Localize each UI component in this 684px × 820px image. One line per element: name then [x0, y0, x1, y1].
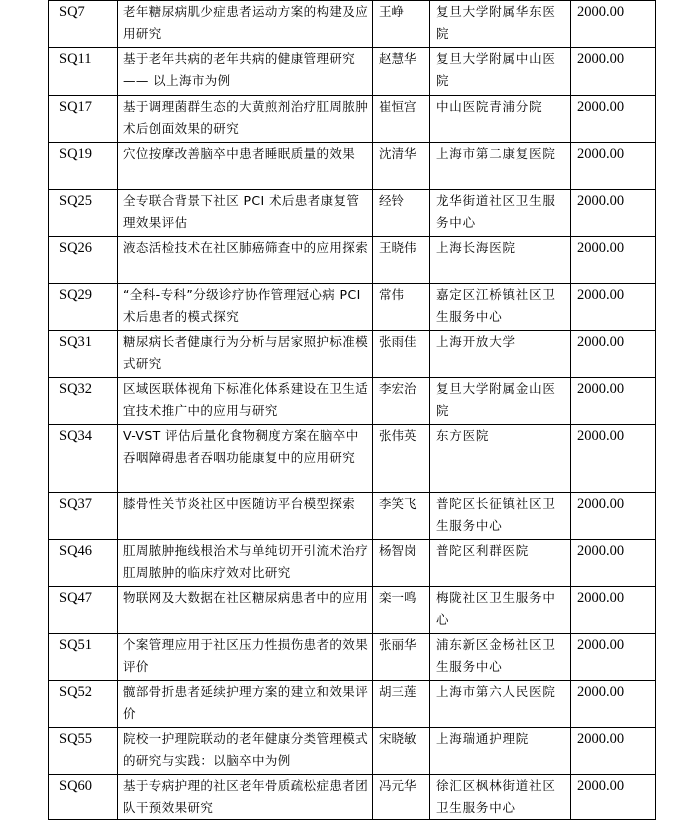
funding-amount-cell: 2000.00: [571, 378, 656, 425]
grant-table-body: [49, 1, 656, 820]
funding-amount-cell: 2000.00: [571, 425, 656, 493]
principal-name-cell: 赵慧华: [373, 48, 430, 96]
funding-amount-cell: 2000.00: [571, 681, 656, 728]
project-title-cell: 全专联合背景下社区 PCI 术后患者康复管理效果评估: [118, 190, 373, 237]
project-title-cell: 髋部骨折患者延续护理方案的建立和效果评价: [118, 681, 373, 728]
institution-cell: 中山医院青浦分院: [430, 96, 571, 143]
institution-cell: 嘉定区江桥镇社区卫生服务中心: [430, 284, 571, 331]
principal-name-cell: 王晓伟: [373, 237, 430, 284]
project-title-cell: 肛周脓肿拖线根治术与单纯切开引流术治疗肛周脓肿的临床疗效对比研究: [118, 540, 373, 587]
funding-amount-cell: 2000.00: [571, 284, 656, 331]
table-row: [49, 143, 656, 190]
project-id-cell: SQ11: [49, 48, 118, 96]
principal-name-cell: 张雨佳: [373, 331, 430, 378]
project-id-cell: SQ52: [49, 681, 118, 728]
table-row: [49, 284, 656, 331]
institution-cell: 普陀区长征镇社区卫生服务中心: [430, 493, 571, 540]
table-row: [49, 96, 656, 143]
funding-amount-cell: 2000.00: [571, 331, 656, 378]
funding-amount-cell: 2000.00: [571, 775, 656, 820]
institution-cell: 普陀区利群医院: [430, 540, 571, 587]
principal-name-cell: 常伟: [373, 284, 430, 331]
institution-cell: 龙华街道社区卫生服务中心: [430, 190, 571, 237]
principal-name-cell: 张丽华: [373, 634, 430, 681]
project-id-cell: SQ19: [49, 143, 118, 190]
table-row: [49, 1, 656, 48]
project-id-cell: SQ29: [49, 284, 118, 331]
funding-amount-cell: 2000.00: [571, 540, 656, 587]
funding-amount-cell: 2000.00: [571, 48, 656, 96]
institution-cell: 复旦大学附属中山医院: [430, 48, 571, 96]
funding-amount-cell: 2000.00: [571, 96, 656, 143]
project-id-cell: SQ60: [49, 775, 118, 820]
project-id-cell: SQ25: [49, 190, 118, 237]
project-title-cell: 老年糖尿病肌少症患者运动方案的构建及应用研究: [118, 1, 373, 48]
principal-name-cell: 冯元华: [373, 775, 430, 820]
institution-cell: 上海市第六人民医院: [430, 681, 571, 728]
table-row: [49, 378, 656, 425]
project-title-cell: 个案管理应用于社区压力性损伤患者的效果评价: [118, 634, 373, 681]
table-row: [49, 775, 656, 820]
institution-cell: 上海开放大学: [430, 331, 571, 378]
institution-cell: 上海长海医院: [430, 237, 571, 284]
institution-cell: 上海市第二康复医院: [430, 143, 571, 190]
project-title-cell: 基于老年共病的老年共病的健康管理研究 —— 以上海市为例: [118, 48, 373, 96]
project-title-cell: “全科-专科”分级诊疗协作管理冠心病 PCI 术后患者的模式探究: [118, 284, 373, 331]
institution-cell: 复旦大学附属华东医院: [430, 1, 571, 48]
table-row: [49, 425, 656, 493]
principal-name-cell: 杨智岗: [373, 540, 430, 587]
table-row: [49, 634, 656, 681]
institution-cell: 浦东新区金杨社区卫生服务中心: [430, 634, 571, 681]
principal-name-cell: 宋晓敏: [373, 728, 430, 775]
project-id-cell: SQ34: [49, 425, 118, 493]
table-row: [49, 190, 656, 237]
principal-name-cell: 栾一鸣: [373, 587, 430, 634]
table-row: [49, 540, 656, 587]
funding-amount-cell: 2000.00: [571, 1, 656, 48]
project-title-cell: 基于专病护理的社区老年骨质疏松症患者团队干预效果研究: [118, 775, 373, 820]
project-title-cell: 穴位按摩改善脑卒中患者睡眠质量的效果: [118, 143, 373, 190]
principal-name-cell: 经铃: [373, 190, 430, 237]
principal-name-cell: 李笑飞: [373, 493, 430, 540]
funding-amount-cell: 2000.00: [571, 587, 656, 634]
institution-cell: 徐汇区枫林街道社区卫生服务中心: [430, 775, 571, 820]
principal-name-cell: 张伟英: [373, 425, 430, 493]
funding-amount-cell: 2000.00: [571, 143, 656, 190]
funding-amount-cell: 2000.00: [571, 190, 656, 237]
project-id-cell: SQ55: [49, 728, 118, 775]
funding-amount-cell: 2000.00: [571, 237, 656, 284]
institution-cell: 梅陇社区卫生服务中心: [430, 587, 571, 634]
project-id-cell: SQ26: [49, 237, 118, 284]
institution-cell: 上海瑞通护理院: [430, 728, 571, 775]
project-title-cell: 液态活检技术在社区肺癌筛查中的应用探索: [118, 237, 373, 284]
table-row: [49, 493, 656, 540]
project-id-cell: SQ32: [49, 378, 118, 425]
project-id-cell: SQ46: [49, 540, 118, 587]
grant-table: [48, 0, 656, 820]
project-id-cell: SQ7: [49, 1, 118, 48]
project-title-cell: 基于调理菌群生态的大黄煎剂治疗肛周脓肿术后创面效果的研究: [118, 96, 373, 143]
table-row: [49, 681, 656, 728]
project-id-cell: SQ47: [49, 587, 118, 634]
funding-amount-cell: 2000.00: [571, 493, 656, 540]
table-row: [49, 587, 656, 634]
project-title-cell: 院校一护理院联动的老年健康分类管理模式的研究与实践：以脑卒中为例: [118, 728, 373, 775]
principal-name-cell: 李宏治: [373, 378, 430, 425]
project-title-cell: 膝骨性关节炎社区中医随访平台模型探索: [118, 493, 373, 540]
funding-amount-cell: 2000.00: [571, 634, 656, 681]
project-title-cell: V-VST 评估后量化食物稠度方案在脑卒中吞咽障碍患者吞咽功能康复中的应用研究: [118, 425, 373, 493]
table-row: [49, 48, 656, 96]
project-id-cell: SQ51: [49, 634, 118, 681]
institution-cell: 东方医院: [430, 425, 571, 493]
project-id-cell: SQ17: [49, 96, 118, 143]
principal-name-cell: 崔恒宫: [373, 96, 430, 143]
table-row: [49, 728, 656, 775]
principal-name-cell: 王峥: [373, 1, 430, 48]
project-title-cell: 区域医联体视角下标准化体系建设在卫生适宜技术推广中的应用与研究: [118, 378, 373, 425]
project-id-cell: SQ37: [49, 493, 118, 540]
funding-amount-cell: 2000.00: [571, 728, 656, 775]
project-title-cell: 糖尿病长者健康行为分析与居家照护标准模式研究: [118, 331, 373, 378]
project-id-cell: SQ31: [49, 331, 118, 378]
table-row: [49, 331, 656, 378]
project-title-cell: 物联网及大数据在社区糖尿病患者中的应用: [118, 587, 373, 634]
institution-cell: 复旦大学附属金山医院: [430, 378, 571, 425]
principal-name-cell: 沈清华: [373, 143, 430, 190]
principal-name-cell: 胡三莲: [373, 681, 430, 728]
table-row: [49, 237, 656, 284]
